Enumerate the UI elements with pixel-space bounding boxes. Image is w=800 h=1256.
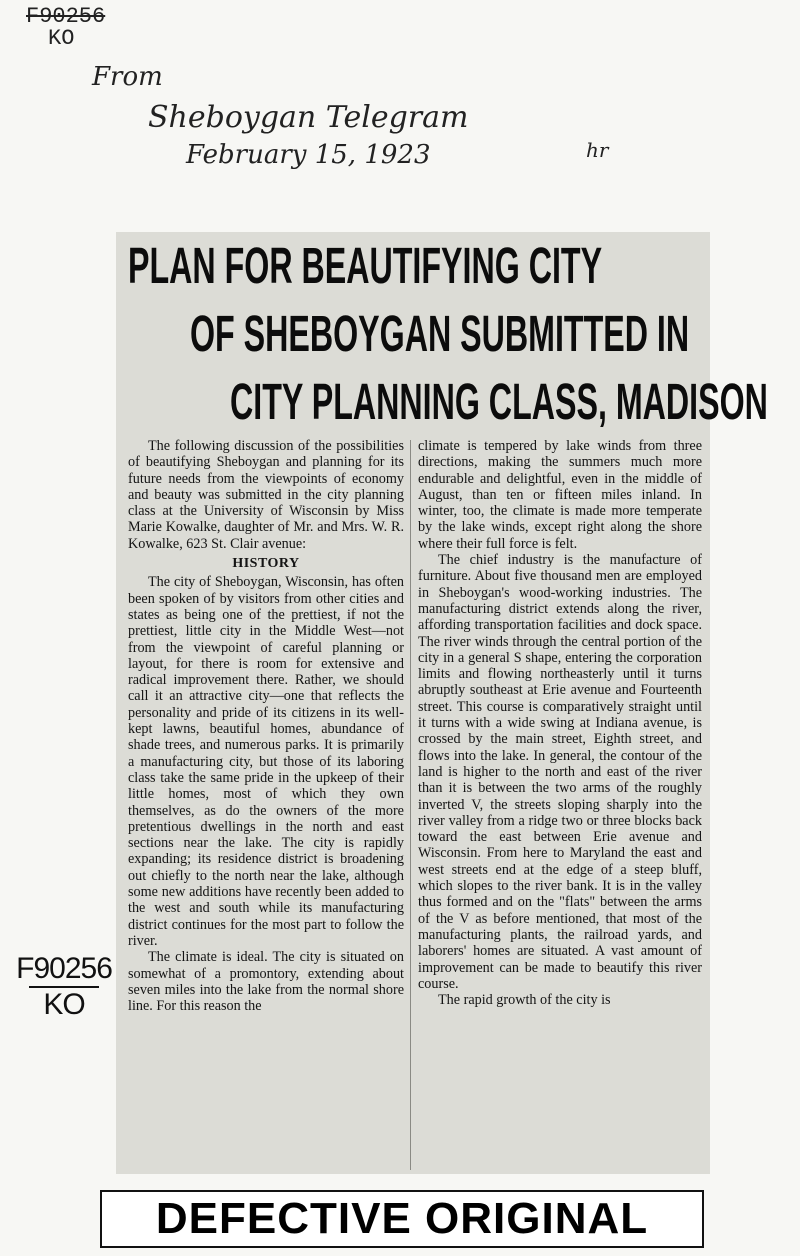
handwritten-mark: hr — [586, 138, 609, 162]
side-stamp-code: F90256 — [16, 952, 112, 985]
industry-paragraph: The chief industry is the manufacture of furniture. About five thousand men are employed in Sheboygan's wood-working industries. The manufacturing district extends along the river, affording transportation facilities and dock space. The river winds through the central portion of the city in a general S shape, entering the corporation limits and flowing northeasterly until it turns abruptly southeast at Erie avenue and Fourteenth street. This course is comparatively straight until it turns with a wide swing at Indiana avenue, is crossed by the main street, Eighth street, and flows into the lake. In general, the contour of the land is higher to the north and east of the river than it is between the two arms of the roughly inverted V, the streets sloping sharply into the river valley from a ridge two or three blocks back toward the east between Erie avenue and Wisconsin. From here to Maryland the east and west streets end at the edge of a steep bluff, which slopes to the river bank. It is in the valley thus formed and on the "flats" between the arms of the V as before mentioned, that most of the manufacturing plants, the railroad yards, and laborers' homes are situated. A vast amount of improvement can be made to beautify this river course. — [418, 552, 702, 992]
article-headline — [126, 236, 768, 432]
archive-code-text: F90256 — [26, 4, 106, 29]
growth-paragraph: The rapid growth of the city is — [438, 992, 611, 1009]
archive-stamp-top — [26, 6, 105, 50]
handwritten-source: Sheboygan Telegram — [148, 100, 469, 135]
article-column-left — [128, 438, 404, 1170]
headline-line-2: OF SHEBOYGAN SUBMITTED IN — [190, 304, 690, 362]
article-column-right — [418, 438, 702, 1170]
history-paragraph-2: The climate is ideal. The city is situated on somewhat of a promontory, extending about seven miles into the lake from the normal shore line. For this reason the — [128, 949, 404, 1015]
climate-paragraph: climate is tempered by lake winds from three directions, making the summers much more endurable and delightful, even in the middle of August, than ten or fifteen miles inland. In winter, too, the climate is made more temperate by the lake winds, except right along the shore where their full force is felt. — [418, 438, 702, 552]
article-intro: The following discussion of the possibilities of beautifying Sheboygan and planning for its future needs from the viewpoints of economy and beauty was submitted in the city planning class at the University of Wisconsin by Miss Marie Kowalke, daughter of Mr. and Mrs. W. R. Kowalke, 623 St. Clair avenue: — [128, 438, 404, 552]
archive-sub-text: KO — [48, 26, 75, 51]
side-archive-stamp — [12, 952, 116, 1022]
headline-line-3: CITY PLANNING CLASS, MADISON — [230, 372, 768, 430]
side-stamp-sub: KO — [29, 986, 98, 1022]
history-paragraph-1: The city of Sheboygan, Wisconsin, has often been spoken of by visitors from other cities and states as being one of the prettiest, if not the prettiest, little city in the Middle West—not from the viewpoint of careful planning or layout, for there is room for extensive and radical improvement there. Rather, we should call it an attractive city—one that reflects the personality and pride of its citizens in its well-kept lawns, beautiful homes, abundance of shade trees, and numerous parks. It is primarily a manufacturing city, but those of its laboring class take the same pride in the upkeep of their little homes, most of which they own themselves, as do the owners of the more pretentious dwellings in the north and east sections near the lake. The city is rapidly expanding; its residence district is broadening out chiefly to the north near the lake, although some new additions have recently been added to the west and south while its manufacturing district continues for the most part to follow the river. — [128, 574, 404, 949]
section-heading-history: HISTORY — [232, 556, 300, 572]
handwritten-date: February 15, 1923 — [186, 140, 431, 170]
column-divider — [410, 440, 411, 1170]
defective-original-banner: DEFECTIVE ORIGINAL — [100, 1190, 704, 1248]
headline-line-1: PLAN FOR BEAUTIFYING CITY — [128, 236, 603, 294]
handwritten-from: From — [92, 62, 163, 92]
